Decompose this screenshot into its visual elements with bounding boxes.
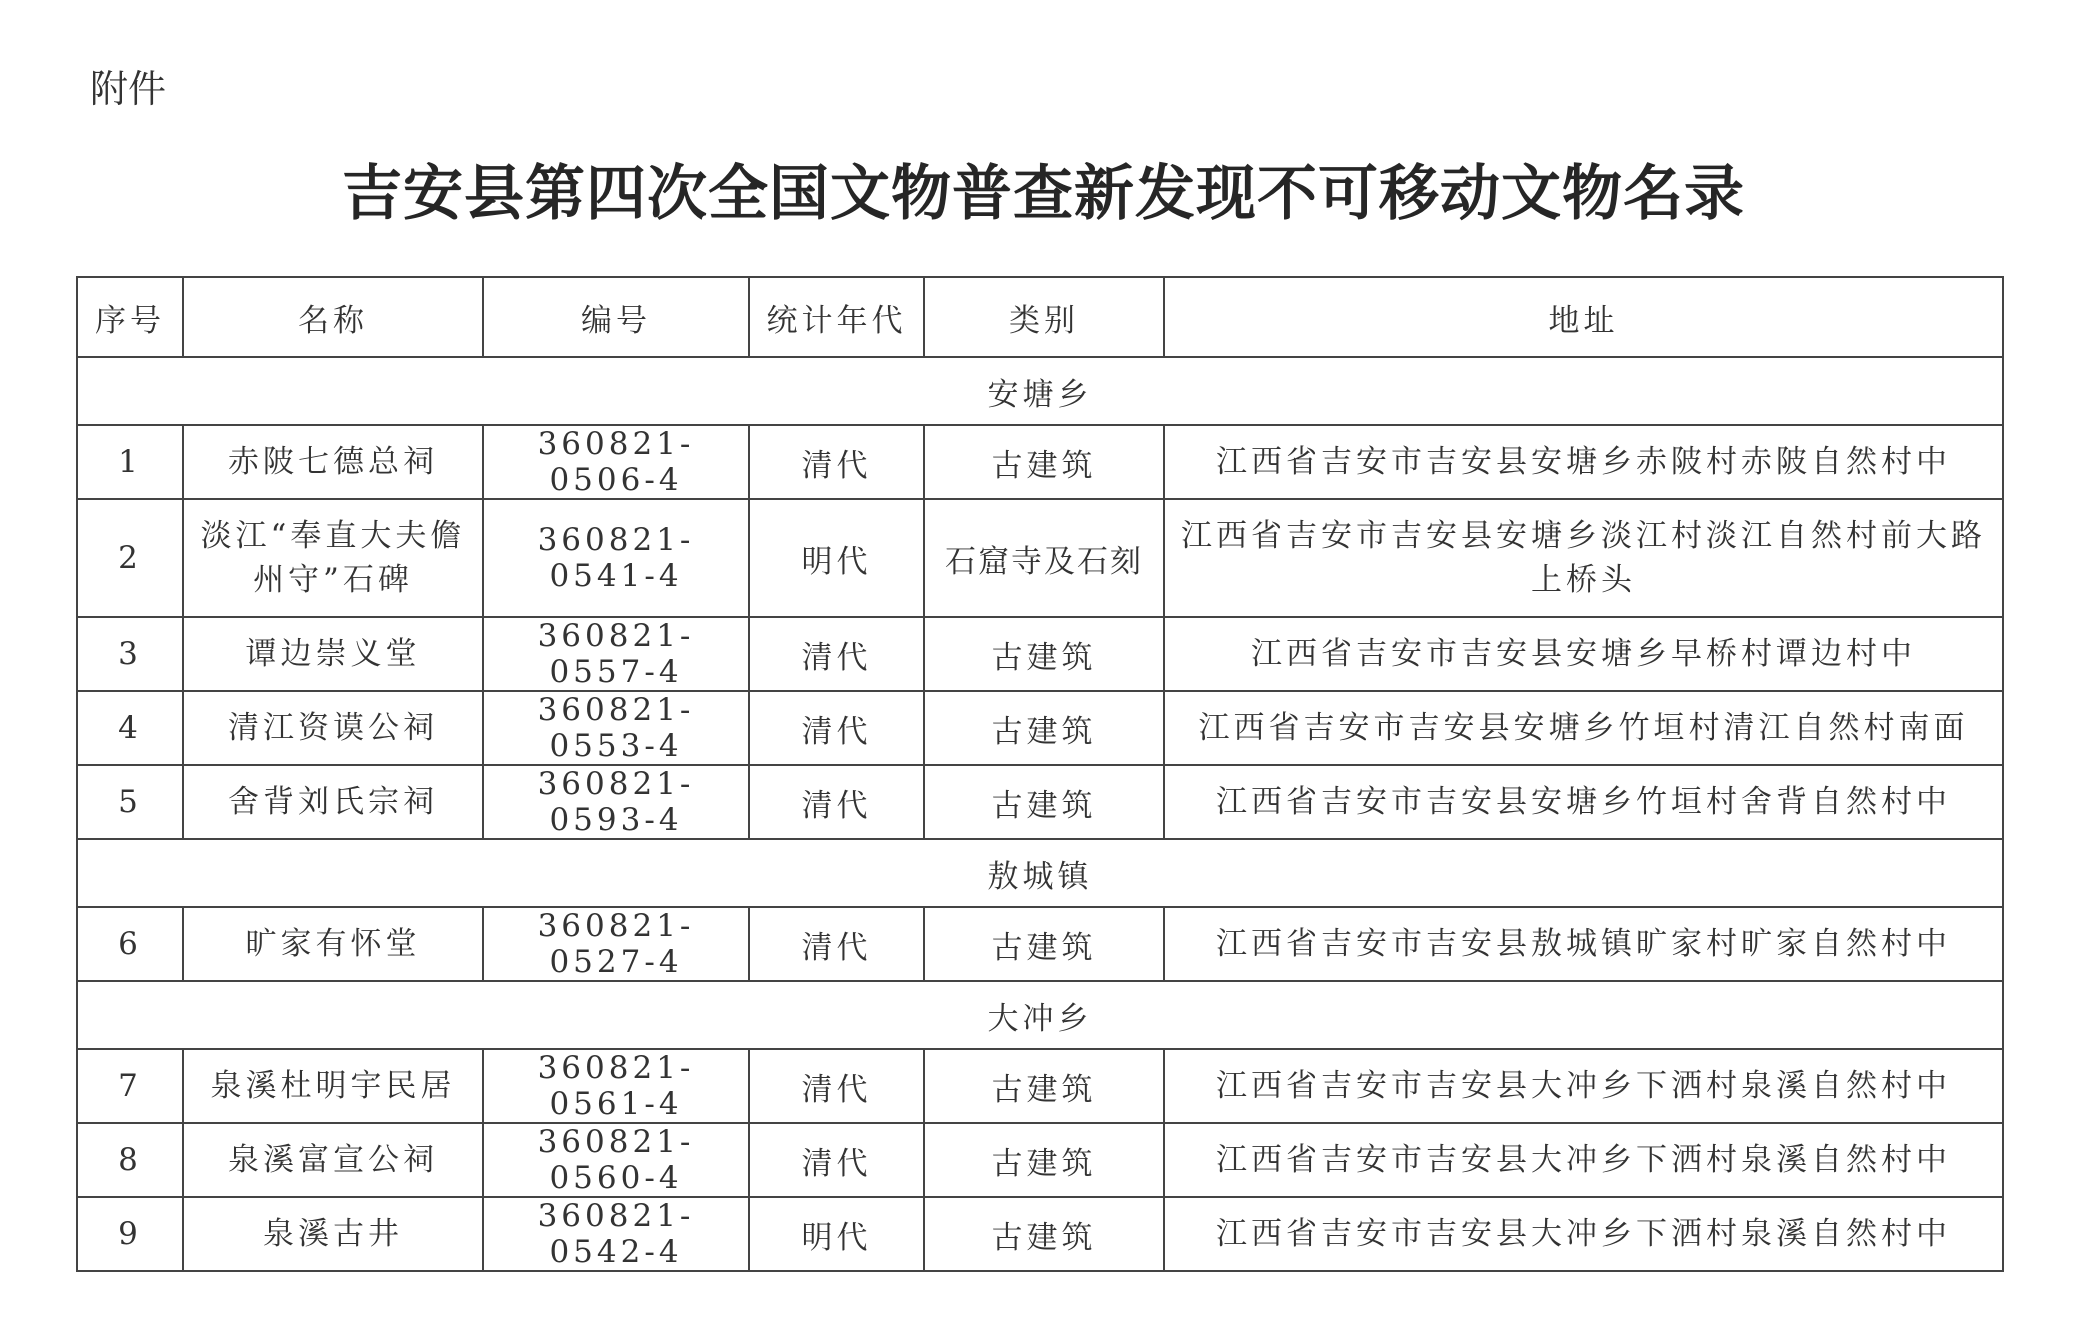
cell-category: 古建筑 [924,1123,1164,1197]
cell-no: 9 [77,1197,183,1271]
cell-address: 江西省吉安市吉安县敖城镇旷家村旷家自然村中 [1164,907,2003,981]
table-row [77,1123,2003,1197]
document-title: 吉安县第四次全国文物普查新发现不可移动文物名录 [342,159,1745,229]
cell-no: 3 [77,617,183,691]
table-row [77,691,2003,765]
cell-code: 360821-0541-4 [483,499,749,617]
cell-address: 江西省吉安市吉安县安塘乡竹垣村舍背自然村中 [1164,765,2003,839]
cell-code: 360821-0553-4 [483,691,749,765]
cell-code: 360821-0560-4 [483,1123,749,1197]
cell-category: 古建筑 [924,425,1164,499]
cell-no: 5 [77,765,183,839]
relics-table [76,276,2004,1272]
cell-address: 江西省吉安市吉安县安塘乡竹垣村清江自然村南面 [1164,691,2003,765]
cell-category: 古建筑 [924,1049,1164,1123]
township-row [77,357,2003,425]
cell-code: 360821-0542-4 [483,1197,749,1271]
cell-no: 8 [77,1123,183,1197]
cell-no: 2 [77,499,183,617]
cell-address: 江西省吉安市吉安县安塘乡赤陂村赤陂自然村中 [1164,425,2003,499]
cell-code: 360821-0527-4 [483,907,749,981]
table-row [77,617,2003,691]
cell-no: 7 [77,1049,183,1123]
cell-no: 6 [77,907,183,981]
cell-code: 360821-0557-4 [483,617,749,691]
cell-address: 江西省吉安市吉安县安塘乡淡江村淡江自然村前大路上桥头 [1164,499,2003,617]
township-row [77,839,2003,907]
header-no: 序号 [77,277,183,357]
table-header-row [77,277,2003,357]
cell-name: 清江资谟公祠 [183,691,483,765]
cell-era: 清代 [749,907,924,981]
cell-category: 古建筑 [924,1197,1164,1271]
cell-category: 古建筑 [924,617,1164,691]
cell-era: 清代 [749,691,924,765]
cell-category: 石窟寺及石刻 [924,499,1164,617]
table-row [77,499,2003,617]
cell-code: 360821-0593-4 [483,765,749,839]
table-row [77,907,2003,981]
cell-era: 清代 [749,1123,924,1197]
table-row [77,1197,2003,1271]
cell-era: 明代 [749,1197,924,1271]
cell-era: 明代 [749,499,924,617]
township-heading: 敖城镇 [77,839,2003,907]
cell-address: 江西省吉安市吉安县大冲乡下洒村泉溪自然村中 [1164,1123,2003,1197]
cell-address: 江西省吉安市吉安县大冲乡下洒村泉溪自然村中 [1164,1197,2003,1271]
cell-name: 泉溪古井 [183,1197,483,1271]
township-row [77,981,2003,1049]
table-row [77,1049,2003,1123]
cell-name: 旷家有怀堂 [183,907,483,981]
cell-name: 泉溪杜明宇民居 [183,1049,483,1123]
cell-category: 古建筑 [924,691,1164,765]
cell-no: 1 [77,425,183,499]
attachment-label: 附件 [90,67,167,111]
cell-no: 4 [77,691,183,765]
table-row [77,425,2003,499]
cell-era: 清代 [749,1049,924,1123]
cell-name: 舍背刘氏宗祠 [183,765,483,839]
cell-category: 古建筑 [924,765,1164,839]
cell-name: 泉溪富宣公祠 [183,1123,483,1197]
cell-code: 360821-0506-4 [483,425,749,499]
header-category: 类别 [924,277,1164,357]
cell-address: 江西省吉安市吉安县大冲乡下洒村泉溪自然村中 [1164,1049,2003,1123]
cell-address: 江西省吉安市吉安县安塘乡早桥村谭边村中 [1164,617,2003,691]
cell-era: 清代 [749,765,924,839]
township-heading: 大冲乡 [77,981,2003,1049]
cell-name: 赤陂七德总祠 [183,425,483,499]
header-name: 名称 [183,277,483,357]
header-era: 统计年代 [749,277,924,357]
cell-code: 360821-0561-4 [483,1049,749,1123]
header-code: 编号 [483,277,749,357]
cell-category: 古建筑 [924,907,1164,981]
cell-era: 清代 [749,425,924,499]
header-address: 地址 [1164,277,2003,357]
cell-era: 清代 [749,617,924,691]
cell-name: 谭边崇义堂 [183,617,483,691]
table-row [77,765,2003,839]
township-heading: 安塘乡 [77,357,2003,425]
cell-name: 淡江“奉直大夫儋州守”石碑 [183,499,483,617]
